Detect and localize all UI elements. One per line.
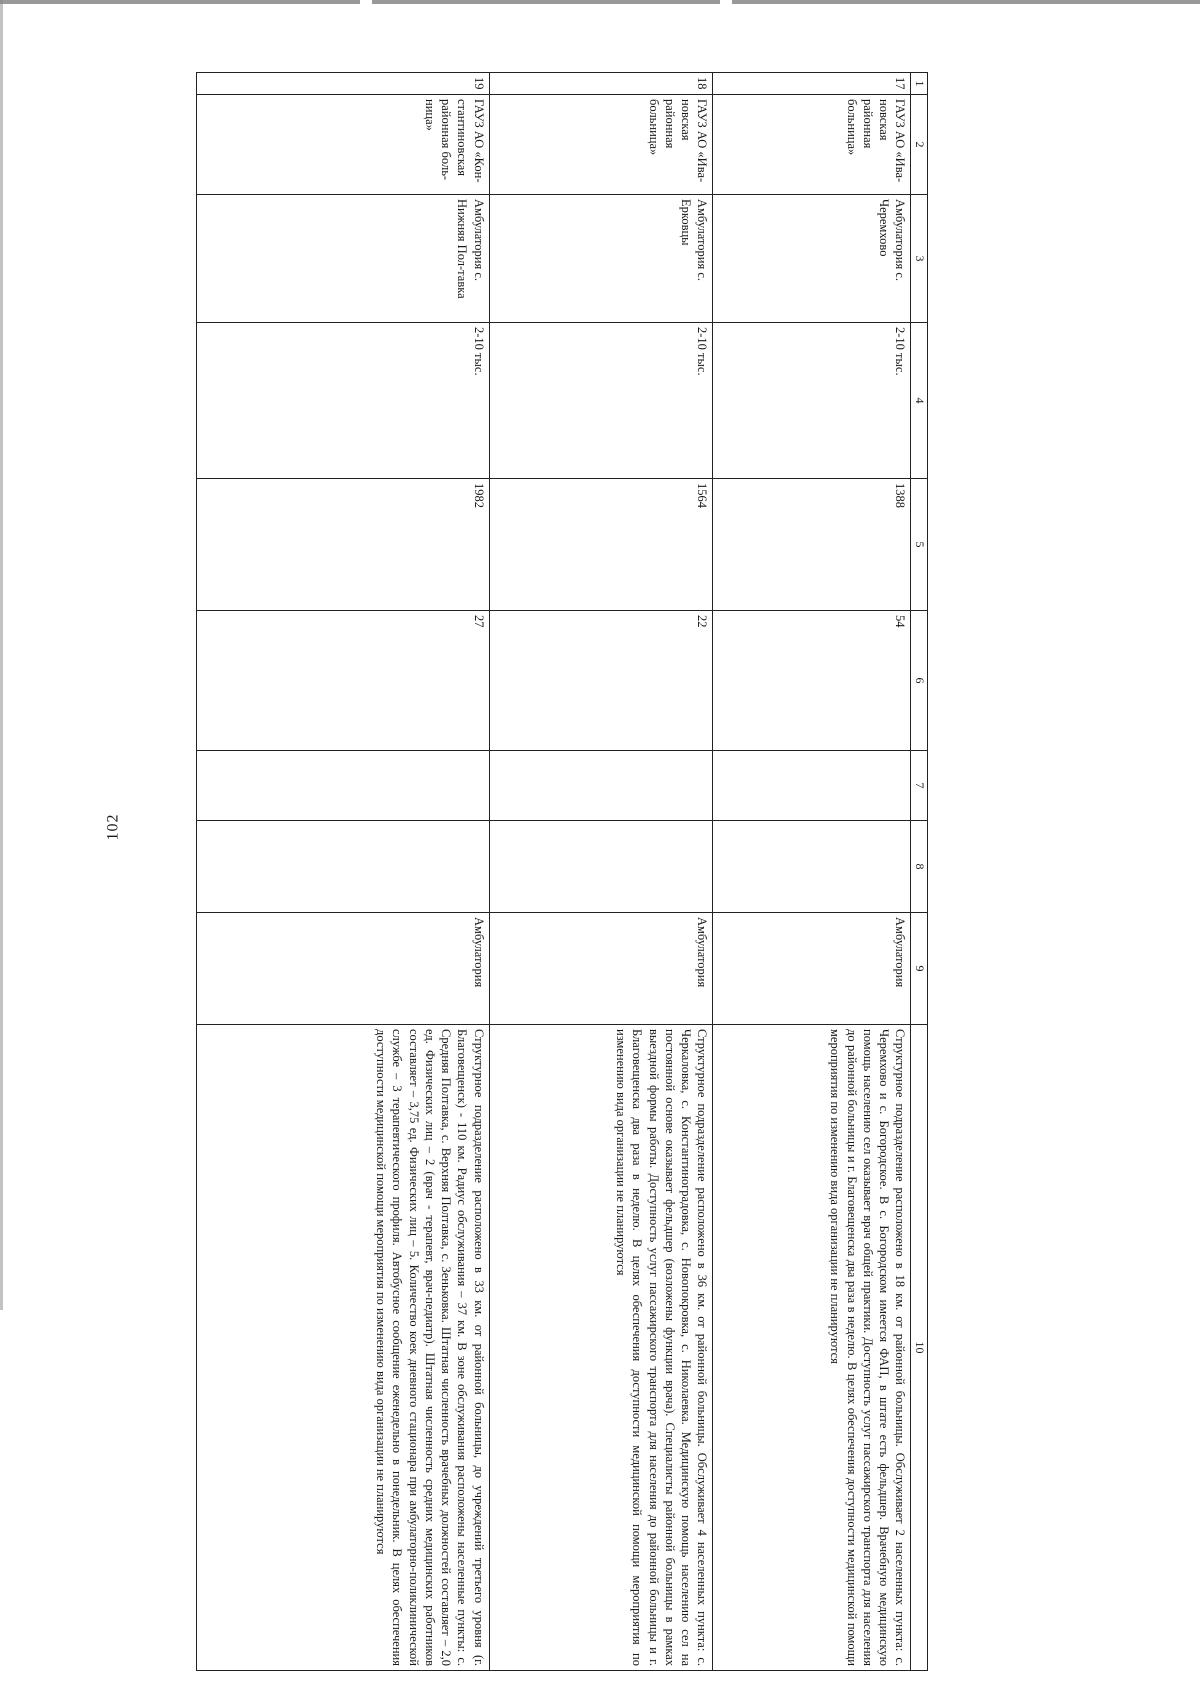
cell-col-8 (197, 821, 490, 913)
population-range: 2-10 тыс. (489, 323, 713, 479)
header-row (911, 73, 928, 1671)
col-header-2: 2 (911, 95, 928, 195)
row-number: 18 (489, 73, 713, 95)
col-header-5: 5 (911, 479, 928, 611)
unit-name: Амбулатория с. Черемхово (713, 195, 911, 323)
row-number: 19 (197, 73, 490, 95)
col-header-7: 7 (911, 751, 928, 821)
description: Структурное подразделение расположено в 33 км. от районной больницы, до учреждений третьего уровня (г. Благовещенск) - 110 км. Радиус обслуживания – 37 км. В зоне обслуживания расположены населенные пункты: с. Средняя Полтавка, с. Верхняя Полтавка, с. Зеньковка. Штатная численность врачебных должностей составляет – 2,0 ед. Физических лиц – 2 (врач - терапевт, врач-педиатр). Штатная численность средних медицинских работников составляет – 3,75 ед. Физических лиц – 5. Количество коек дневного стационара при амбулаторно-поликлинической службе – 3 терапевтического профиля. Автобусное сообщение еженедельно в понедельник. В целях обеспечения доступности медицинской помощи мероприятия по изменению вида организации не планируются (197, 1025, 490, 1671)
facility-type: Амбулатория (489, 913, 713, 1025)
population-range: 2-10 тыс. (713, 323, 911, 479)
cell-col-7 (197, 751, 490, 821)
organization-name: ГАУЗ АО «Кон-стантиновская районная боль-ница» (197, 95, 490, 195)
table-row (197, 73, 490, 1671)
col-header-10: 10 (911, 1025, 928, 1671)
cell-col-5: 1388 (713, 479, 911, 611)
col-header-9: 9 (911, 913, 928, 1025)
cell-col-5: 1982 (197, 479, 490, 611)
col-header-8: 8 (911, 821, 928, 913)
table-row (713, 73, 911, 1671)
cell-col-6: 27 (197, 611, 490, 751)
cell-col-7 (713, 751, 911, 821)
scan-edge-left (0, 0, 3, 1310)
description: Структурное подразделение расположено в 18 км. от районной больницы. Обслуживает 2 населенных пункта: с. Черемхово и с. Богородское. В с. Богородском имеется ФАП, в штате есть фельдшер. Врачебную медицинскую помощь населению сел оказывает врач общей практики. Доступность услуг пассажирского транспорта для населения до районной больницы и г. Благовещенска два раза в неделю. В целях обеспечения доступности медицинской помощи мероприятия по изменению вида организации не планируются (713, 1025, 911, 1671)
population-range: 2-10 тыс. (197, 323, 490, 479)
cell-col-6: 54 (713, 611, 911, 751)
facility-type: Амбулатория (713, 913, 911, 1025)
organization-name: ГАУЗ АО «Ива-новская районная больница» (713, 95, 911, 195)
cell-col-8 (713, 821, 911, 913)
unit-name: Амбулатория с. Ерковцы (489, 195, 713, 323)
col-header-1: 1 (911, 73, 928, 95)
facility-type: Амбулатория (197, 913, 490, 1025)
row-number: 17 (713, 73, 911, 95)
cell-col-7 (489, 751, 713, 821)
unit-name: Амбулатория с. Нижняя Пол-тавка (197, 195, 490, 323)
scan-edge-top (0, 0, 1200, 4)
cell-col-5: 1564 (489, 479, 713, 611)
col-header-3: 3 (911, 195, 928, 323)
page-number: 102 (104, 813, 122, 841)
table-row (489, 73, 713, 1671)
medical-facilities-table (196, 72, 928, 1671)
description: Структурное подразделение расположено в 36 км. от районной больницы. Обслуживает 4 населенных пункта: с. Черкаловка, с. Константиноградовка, с. Новопокровка, с. Николаевка. Медицинскую помощь населению сел на постоянной основе оказывает фельдшер (возложены функции врача). Специалисты районной больницы в рамках выездной формы работы. Доступность услуг пассажирского транспорта для населения до районной больницы и г. Благовещенска два раза в неделю. В целях обеспечения доступности медицинской помощи мероприятия по изменению вида организации не планируются (489, 1025, 713, 1671)
organization-name: ГАУЗ АО «Ива-новская районная больница» (489, 95, 713, 195)
col-header-4: 4 (911, 323, 928, 479)
cell-col-6: 22 (489, 611, 713, 751)
cell-col-8 (489, 821, 713, 913)
col-header-6: 6 (911, 611, 928, 751)
document-table-rotated (196, 72, 928, 1670)
